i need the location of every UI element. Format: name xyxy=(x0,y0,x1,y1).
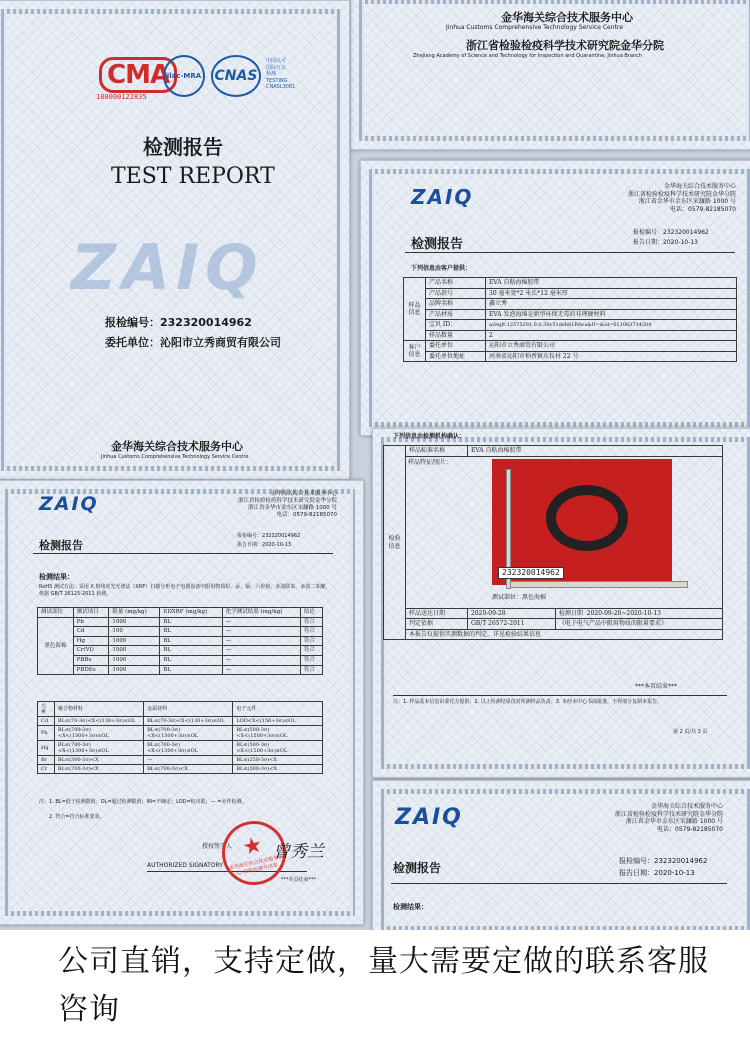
report-date xyxy=(237,542,291,548)
cnas-text-line: 国际互认 xyxy=(266,64,287,71)
electronic-criteria: BL≤(500-3σ)<X<(1500+3σ)≤OL xyxy=(233,726,323,741)
table-row xyxy=(38,627,323,637)
table-row xyxy=(384,446,723,457)
cnas-logo: CNAS xyxy=(211,55,261,97)
element: Pb xyxy=(38,726,55,741)
footnote: 注：1. 样品基本信息由委托方提供；2. 以上检测结果仅对所测样品负责；3. 未经本中心书面批准，不得部分复制本报告。 xyxy=(393,699,663,705)
element: Br xyxy=(38,756,55,765)
report-number-value: 232320014962 xyxy=(262,533,301,539)
institute-name-en: Zhejiang Academy of Science and Technology for Inspection and Quarantine, Jinhua Branch xyxy=(413,53,642,59)
approver-label: 授权签字人 xyxy=(202,843,233,850)
report-date xyxy=(619,869,695,878)
client-value: 沁阳市立秀商贸有限公司 xyxy=(160,336,281,349)
handwritten-signature: 曾秀兰 xyxy=(273,842,324,862)
row-value: 2020-09-28~2020-10-13 xyxy=(586,609,661,617)
test-item: PBBs xyxy=(73,655,109,665)
report-date-value: 2020-10-13 xyxy=(663,239,698,246)
report-date-value: 2020-10-13 xyxy=(654,869,695,877)
xrf-result: BL xyxy=(160,636,222,646)
report-date-value: 2020-10-13 xyxy=(262,542,292,548)
report-number-value: 232320014962 xyxy=(654,857,708,865)
column-header: 金属材料 xyxy=(144,702,233,717)
header-line: 浙江省金华市金东区宋濂路 1000 号 xyxy=(625,818,723,825)
report-date-label: 报告日期： xyxy=(619,869,654,877)
chem-result: — xyxy=(222,627,300,637)
client-info-table xyxy=(403,277,737,362)
row-value: 2020-09-28 xyxy=(468,608,556,619)
row-label: 委托单位地址 xyxy=(426,351,486,362)
test-item: Hg xyxy=(73,636,109,646)
test-item: Cr(VI) xyxy=(73,646,109,656)
element: Cd xyxy=(38,717,55,726)
foam-tape-coil xyxy=(546,485,628,551)
electronic-criteria: LOD<X<(150+3σ)≤OL xyxy=(233,717,323,726)
group-label: 客户信息 xyxy=(404,341,426,362)
element: Hg xyxy=(38,741,55,756)
header-line: 电话：0579-82185070 xyxy=(276,511,337,518)
seal-star-icon: ★ xyxy=(240,831,265,861)
table-row xyxy=(38,717,323,726)
photo-label: 样品特征/照片： xyxy=(408,458,453,466)
report-page-institute-header xyxy=(350,0,750,150)
client-line xyxy=(105,334,281,350)
table-header-row xyxy=(38,702,323,717)
xrf-result: BL xyxy=(160,655,222,665)
row-label: 判定依据 xyxy=(406,619,468,630)
header-line: 金华海关综合技术服务中心 xyxy=(663,183,736,190)
electronic-criteria: BL≤(250-3σ)<X xyxy=(233,756,323,765)
chem-result: — xyxy=(222,617,300,627)
column-header: EDXRF (mg/kg) xyxy=(160,608,222,618)
table-row xyxy=(404,309,737,320)
cnas-text-line: 检测 xyxy=(266,71,277,77)
results-title: 检测结果： xyxy=(39,573,74,581)
report-number-value: 232320014962 xyxy=(160,316,252,329)
metal-criteria: — xyxy=(144,756,233,765)
header-address xyxy=(187,491,337,519)
row-label: 样品送达日期 xyxy=(406,608,468,619)
xrf-result: BL xyxy=(160,617,222,627)
table-row xyxy=(404,278,737,289)
metal-criteria: BL≤(700-3σ)<X xyxy=(144,765,233,774)
test-item: PBDEs xyxy=(73,665,109,675)
report-date-label: 报告日期： xyxy=(633,239,664,246)
page-title: 检测报告 xyxy=(393,861,442,875)
header-line: 浙江省金华市金东区宋濂路 1000 号 xyxy=(248,504,337,511)
metal-criteria: BL≤(700-3σ)<X<(1300+3σ)≤OL xyxy=(144,726,233,741)
header-line: 浙江省检验检疫科学技术研究院金华分院 xyxy=(237,497,337,504)
zaiq-logo: ZAIQ xyxy=(411,185,474,209)
limit: 1000 xyxy=(109,617,160,627)
table-row xyxy=(38,646,323,656)
org-name-en: Jinhua Customs Comprehensive Technology Service Centre xyxy=(446,24,623,31)
row-label: 产品材质 xyxy=(426,309,486,320)
report-date-label: 报告日期： xyxy=(237,542,263,548)
report-page-results-partial xyxy=(372,780,750,930)
report-page-sample-info xyxy=(372,428,750,778)
limit: 1000 xyxy=(109,646,160,656)
table-row xyxy=(404,299,737,310)
sample-photo-cell xyxy=(406,456,723,608)
table-row xyxy=(404,330,737,341)
limit: 100 xyxy=(109,627,160,637)
cnas-text-line: TESTING xyxy=(266,77,288,84)
report-number-label: 报检编号： xyxy=(633,229,664,236)
row-label: 委托单位 xyxy=(426,341,486,352)
electronic-criteria: BL≤(500-3σ)<X xyxy=(233,765,323,774)
header-line: 金华海关综合技术服务中心 xyxy=(650,803,723,810)
row-label: 样品标准名称 xyxy=(406,446,468,457)
zaiq-logo: ZAIQ xyxy=(395,805,463,830)
limit: 1000 xyxy=(109,665,160,675)
test-item: Pb xyxy=(73,617,109,627)
chem-result: — xyxy=(222,646,300,656)
authorized-signatory-label: AUTHORIZED SIGNATORY xyxy=(147,862,223,869)
table-row xyxy=(384,629,723,640)
row-label: 产品款号 xyxy=(426,288,486,299)
xrf-result: BL xyxy=(160,665,222,675)
column-header: 化学测试结果 (mg/kg) xyxy=(222,608,300,618)
row-label: 样品数量 xyxy=(426,330,486,341)
cnas-text-line: 中国认可 xyxy=(266,58,287,64)
column-header: 结论 xyxy=(300,608,322,618)
table-row xyxy=(384,619,723,630)
photo-caption: 测试部位：黑色海棉 xyxy=(492,593,547,601)
row-label: 品牌名称 xyxy=(426,299,486,310)
ilac-mra-logo: ilac-MRA xyxy=(163,55,205,97)
verdict: 符合 xyxy=(300,665,322,675)
table-row xyxy=(384,608,723,619)
column-header: 限量 (mg/kg) xyxy=(109,608,160,618)
cover-footer-org-cn: 金华海关综合技术服务中心 xyxy=(111,440,243,453)
page-number: 第 2 页/共 3 页 xyxy=(673,729,708,735)
report-cover-page xyxy=(0,0,350,480)
row-value: 《电子电气产品中限用物质的限量要求》 xyxy=(555,619,722,630)
table-row xyxy=(38,726,323,741)
report-number-value: 232320014962 xyxy=(663,229,709,236)
client-label: 委托单位： xyxy=(105,336,160,349)
caption-line-2: 咨询 xyxy=(58,992,120,1027)
metal-criteria: BL≤(700-3σ)<X<(1300+3σ)≤OL xyxy=(144,741,233,756)
report-number-label: 报检编号： xyxy=(619,857,654,865)
zaiq-watermark: ZAIQ xyxy=(71,231,264,304)
row-value: 鑫立秀 xyxy=(486,299,737,310)
xrf-result: BL xyxy=(160,627,222,637)
polymer-criteria: BL≤(700-3σ)<X<(1300+3σ)≤OL xyxy=(54,741,143,756)
row-label: 产品名称 xyxy=(426,278,486,289)
cover-footer-org-en: Jinhua Customs Comprehensive Technology Service Centre xyxy=(101,454,249,460)
group-label: 样品信息 xyxy=(404,278,426,341)
page-title: 检测报告 xyxy=(39,539,83,552)
header-line: 电话：0579-82185070 xyxy=(670,205,736,213)
table-row xyxy=(404,341,737,352)
verdict: 符合 xyxy=(300,636,322,646)
ruler-horizontal xyxy=(510,581,688,588)
table-row xyxy=(38,636,323,646)
page-title: 检测报告 xyxy=(411,237,464,252)
verdict: 符合 xyxy=(300,655,322,665)
results-title: 检测结果： xyxy=(393,903,428,911)
sample-info-table xyxy=(383,445,723,640)
section-title: 下列信息由客户提供： xyxy=(411,265,472,272)
table-row xyxy=(38,756,323,765)
header-line: 浙江省检验检疫科学技术研究院金华分院 xyxy=(614,810,723,818)
cover-title-cn: 检测报告 xyxy=(143,135,223,159)
row-label: 宝贝 ID： xyxy=(426,320,486,331)
method-text: RoHS 测试方法：采用 X 射线荧光光谱法（XRF）扫描分析电子电器设备中限用物质铅、汞、镉、六价铬、多溴联苯、多溴二苯醚，依据 GB/T 26125-2011 检测。 xyxy=(39,584,331,597)
row-value: 沁阳市立秀商贸有限公司 xyxy=(486,341,737,352)
chem-result: — xyxy=(222,636,300,646)
polymer-criteria: BL≤(700-3σ)<X<(1300+3σ)≤OL xyxy=(54,726,143,741)
row-value: EVA 自粘海棉胶带 xyxy=(486,278,737,289)
table-row xyxy=(38,617,323,627)
report-number-label: 报检编号： xyxy=(237,533,263,539)
verdict: 符合 xyxy=(300,617,322,627)
test-item: Cd xyxy=(73,627,109,637)
header-address xyxy=(563,803,723,833)
row-value: a2eqfr.12575281.0.0.30c51deb61Rfwa&ft=&id=611063734204 xyxy=(486,320,737,331)
row-value: 本报告仅提供实测数据的判定，详见检验结果信息 xyxy=(406,629,723,640)
report-page-test-results xyxy=(0,480,364,925)
product-caption xyxy=(58,938,718,1034)
element: Cr xyxy=(38,765,55,774)
table-row xyxy=(404,320,737,331)
verdict: 符合 xyxy=(300,646,322,656)
verdict: 符合 xyxy=(300,627,322,637)
caption-line-1: 公司直销，支持定做，量大需要定做的联系客服 xyxy=(58,944,709,979)
table-row xyxy=(38,741,323,756)
header-line: 浙江省检验检疫科学技术研究院金华分院 xyxy=(627,190,736,198)
row-value xyxy=(555,608,722,619)
table-header-row xyxy=(38,608,323,618)
zaiq-logo: ZAIQ xyxy=(39,493,99,515)
institute-name-cn: 浙江省检验检疫科学技术研究院金华分院 xyxy=(466,39,664,52)
chem-result: — xyxy=(222,655,300,665)
column-header: 电子元件 xyxy=(233,702,323,717)
row-label: 检测日期 xyxy=(558,609,583,617)
table-row xyxy=(404,288,737,299)
table-row xyxy=(38,665,323,675)
note-2: 2. 符合=符合标准要求。 xyxy=(49,814,105,820)
polymer-criteria: BL≤(700-3σ)<X xyxy=(54,765,143,774)
metal-criteria: BL≤(70-3σ)<X<(130+3σ)≤OL xyxy=(144,717,233,726)
row-value: 30 毫米宽*2 米长*12 毫米厚 xyxy=(486,288,737,299)
cover-title-en: TEST REPORT xyxy=(111,164,275,189)
report-number xyxy=(237,533,300,539)
cnas-accreditation-text xyxy=(266,58,295,91)
report-number xyxy=(619,857,707,866)
report-number xyxy=(633,229,709,237)
table-row xyxy=(38,655,323,665)
cma-number: 180000122835 xyxy=(96,93,147,101)
polymer-criteria: BL≤(300-3σ)<X xyxy=(54,756,143,765)
limit: 1000 xyxy=(109,636,160,646)
cma-logo: CMA xyxy=(99,57,177,93)
table-row xyxy=(38,765,323,774)
seal-text: 金华海关综合技术服务中心 检验检测专用章 xyxy=(228,853,284,877)
header-line: 电话：0579-82185070 xyxy=(657,825,723,833)
column-header: 测试部位 xyxy=(38,608,74,618)
row-value: EVA 自粘海棉胶带 xyxy=(468,446,723,457)
org-name-cn: 金华海关综合技术服务中心 xyxy=(501,11,633,24)
column-header: 聚合物材料 xyxy=(54,702,143,717)
chem-result: — xyxy=(222,665,300,675)
group-label: 检验信息 xyxy=(384,446,406,640)
polymer-criteria: BL≤(70-3σ)<X<(130+3σ)≤OL xyxy=(54,717,143,726)
section-title: 下列信息由检测机构确认： xyxy=(393,433,466,440)
header-address xyxy=(586,183,736,213)
end-mark: ***本页结束*** xyxy=(281,877,317,883)
results-table xyxy=(37,607,323,675)
table-row xyxy=(404,351,737,362)
test-part: 黑色海棉 xyxy=(38,617,74,675)
report-number-line xyxy=(105,314,252,330)
header-line: 金华海关综合技术服务中心 xyxy=(270,491,337,497)
note-1: 注：1. BL=低于检测限值；OL=超过检测限值；IN=不确定；LOD=检出限；— =未作检测。 xyxy=(39,799,247,805)
report-number-label: 报检编号： xyxy=(105,316,160,329)
report-page-client-info xyxy=(360,160,750,436)
report-date xyxy=(633,239,698,247)
row-value: 河南省沁阳市柏香镇东仪村 22 号 xyxy=(486,351,737,362)
xrf-result: BL xyxy=(160,646,222,656)
table-row xyxy=(384,456,723,608)
xrf-criteria-table xyxy=(37,701,323,774)
sample-id-tag: 232320014962 xyxy=(498,567,564,579)
row-value: 2 xyxy=(486,330,737,341)
cnas-text-line: CNASL3081 xyxy=(266,84,296,90)
row-value: GB/T 26572-2011 xyxy=(468,619,556,630)
column-header: 测试项目 xyxy=(73,608,109,618)
column-header: 元素 xyxy=(38,702,55,717)
electronic-criteria: BL≤(500-3σ)<X<(1500+3σ)≤OL xyxy=(233,741,323,756)
row-value: EVA 发泡海绵是新型环保无毒的非理硬材料 xyxy=(486,309,737,320)
header-line: 浙江省金华市金东区宋濂路 1000 号 xyxy=(638,198,736,205)
limit: 1000 xyxy=(109,655,160,665)
end-mark: ***本页结束*** xyxy=(635,683,678,690)
